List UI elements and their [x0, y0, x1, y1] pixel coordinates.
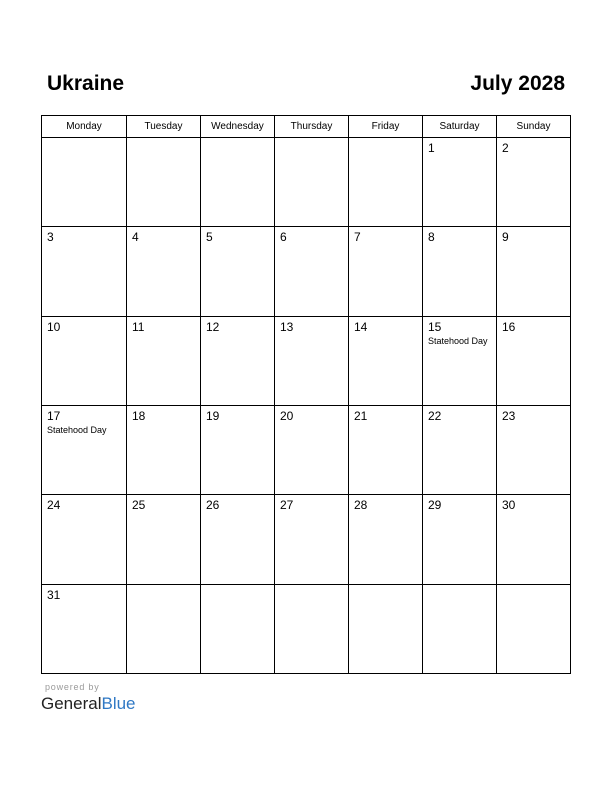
week-row — [42, 495, 571, 584]
holiday-label: Statehood Day — [47, 424, 107, 435]
day-cell — [497, 316, 571, 405]
day-cell — [349, 495, 423, 584]
day-cell — [423, 138, 497, 227]
week-row — [42, 584, 571, 673]
day-cell — [201, 405, 275, 494]
day-cell — [497, 495, 571, 584]
day-cell — [42, 138, 127, 227]
weekday-monday: Monday — [42, 116, 127, 138]
weekday-saturday: Saturday — [423, 116, 497, 138]
powered-by-text: powered by — [45, 682, 100, 692]
day-number: 3 — [47, 230, 54, 245]
day-cell — [201, 495, 275, 584]
day-cell — [127, 405, 201, 494]
day-number: 19 — [206, 408, 220, 423]
day-number: 25 — [132, 498, 146, 513]
day-cell — [275, 138, 349, 227]
weekday-header-row — [42, 116, 571, 138]
day-cell — [497, 227, 571, 316]
day-number: 5 — [206, 230, 213, 245]
day-cell — [423, 495, 497, 584]
day-number: 11 — [132, 319, 145, 334]
day-cell — [201, 584, 275, 673]
day-cell — [497, 584, 571, 673]
day-number: 23 — [502, 408, 516, 423]
day-number: 4 — [132, 230, 139, 245]
day-cell — [201, 316, 275, 405]
day-number: 2 — [502, 141, 509, 155]
brand-blue: Blue — [101, 694, 136, 713]
calendar-grid — [41, 115, 571, 674]
holiday-label: Statehood Day — [428, 335, 488, 346]
day-number: 24 — [47, 498, 61, 513]
day-cell — [127, 584, 201, 673]
day-number: 15 — [428, 319, 442, 334]
day-cell — [349, 227, 423, 316]
day-cell — [275, 227, 349, 316]
day-number: 14 — [354, 319, 368, 334]
day-cell — [127, 495, 201, 584]
day-number: 29 — [428, 498, 442, 513]
day-number: 22 — [428, 408, 442, 423]
day-number: 9 — [502, 230, 509, 245]
weekday-wednesday: Wednesday — [201, 116, 275, 138]
day-cell — [42, 584, 127, 673]
day-cell — [423, 316, 497, 405]
day-cell — [349, 405, 423, 494]
day-cell — [275, 316, 349, 405]
day-cell — [201, 227, 275, 316]
weekday-friday: Friday — [349, 116, 423, 138]
day-cell — [127, 227, 201, 316]
day-cell — [423, 584, 497, 673]
day-number: 8 — [428, 230, 435, 245]
day-cell — [42, 316, 127, 405]
day-number: 31 — [47, 587, 61, 602]
day-cell — [42, 405, 127, 494]
day-number: 12 — [206, 319, 220, 334]
weekday-sunday: Sunday — [497, 116, 571, 138]
brand-logo[interactable] — [41, 693, 136, 715]
day-cell — [497, 405, 571, 494]
day-cell — [42, 227, 127, 316]
month-title: July 2028 — [470, 72, 565, 95]
day-cell — [127, 138, 201, 227]
day-cell — [349, 138, 423, 227]
week-row — [42, 316, 571, 405]
day-number: 6 — [280, 230, 287, 245]
day-number: 17 — [47, 408, 61, 423]
day-cell — [42, 495, 127, 584]
day-cell — [349, 584, 423, 673]
day-number: 1 — [428, 141, 435, 155]
day-number: 16 — [502, 319, 516, 334]
day-number: 26 — [206, 498, 220, 513]
day-cell — [201, 138, 275, 227]
week-row — [42, 405, 571, 494]
day-number: 18 — [132, 408, 146, 423]
day-number: 30 — [502, 498, 516, 513]
day-number: 28 — [354, 498, 368, 513]
calendar-body — [42, 138, 571, 674]
week-row — [42, 227, 571, 316]
day-number: 27 — [280, 498, 294, 513]
day-cell — [275, 495, 349, 584]
day-cell — [497, 138, 571, 227]
day-number: 7 — [354, 230, 361, 245]
country-title: Ukraine — [47, 72, 125, 95]
day-cell — [275, 405, 349, 494]
day-cell — [127, 316, 201, 405]
day-cell — [423, 405, 497, 494]
weekday-thursday: Thursday — [275, 116, 349, 138]
day-number: 10 — [47, 319, 61, 334]
brand-general: General — [41, 694, 102, 713]
day-cell — [423, 227, 497, 316]
week-row — [42, 138, 571, 227]
day-number: 21 — [354, 408, 368, 423]
day-cell — [275, 584, 349, 673]
day-number: 13 — [280, 319, 294, 334]
day-cell — [349, 316, 423, 405]
day-number: 20 — [280, 408, 294, 423]
weekday-tuesday: Tuesday — [127, 116, 201, 138]
